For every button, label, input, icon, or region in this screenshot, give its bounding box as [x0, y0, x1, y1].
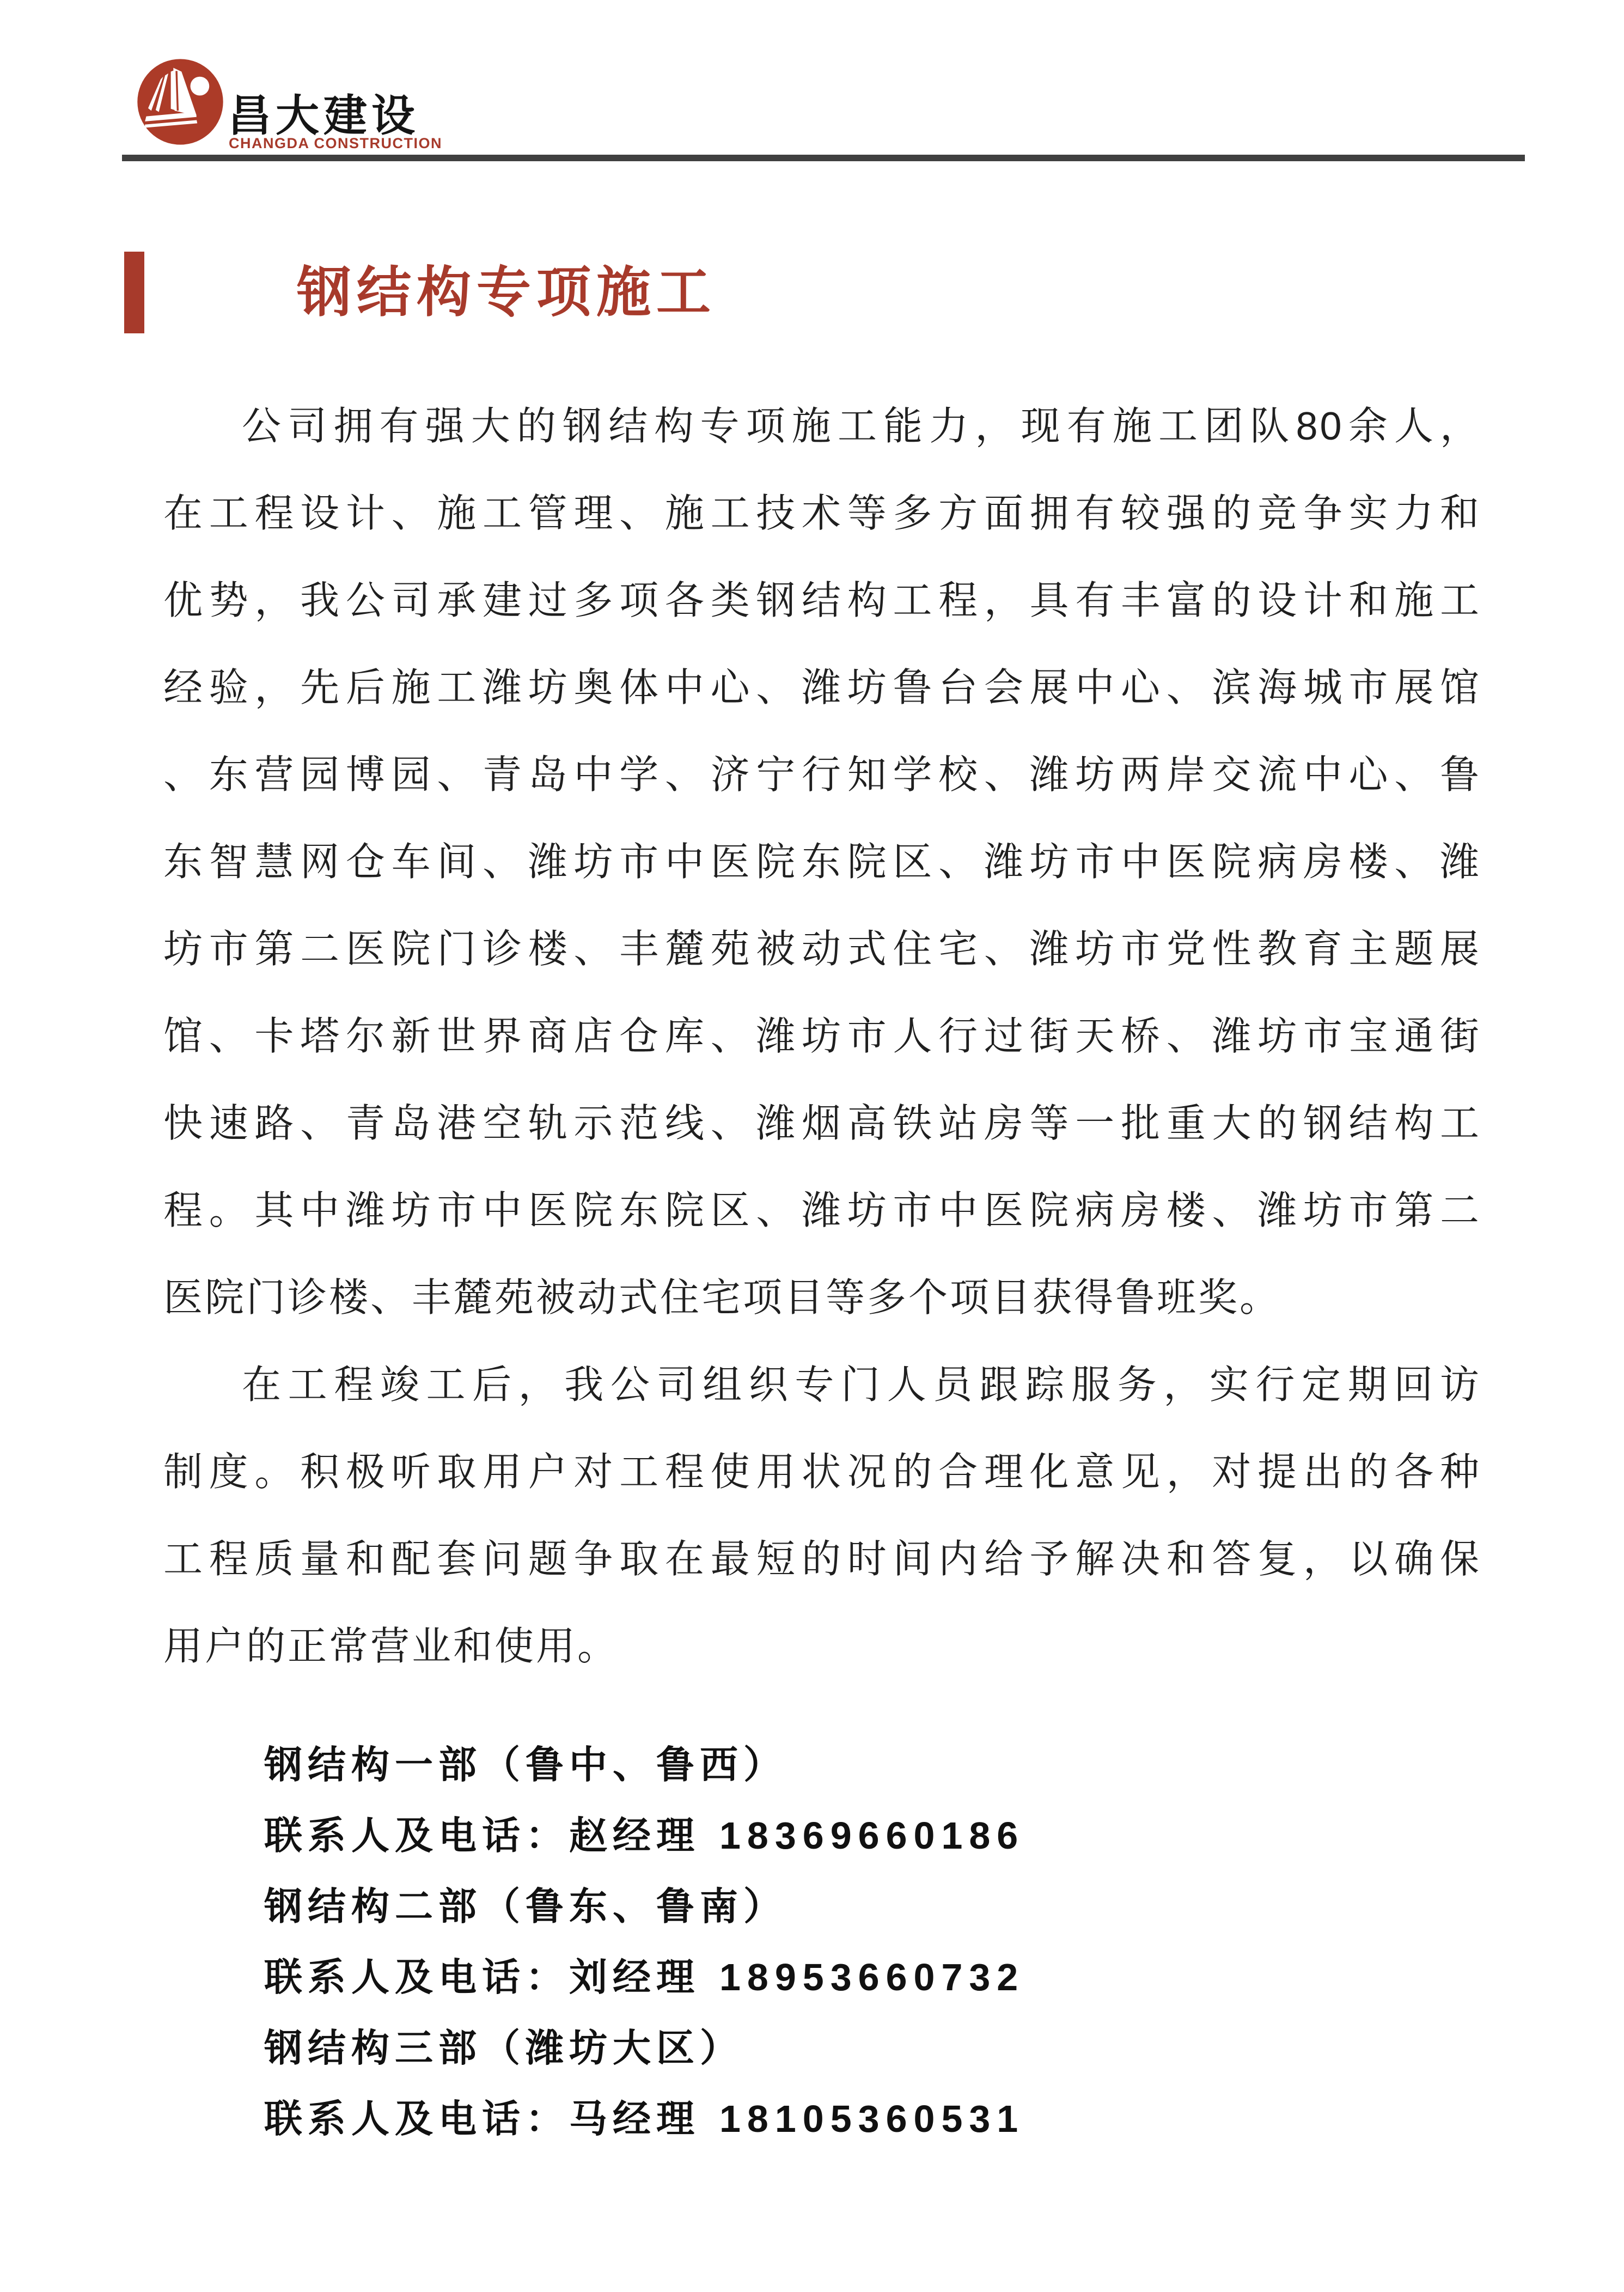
- contact-phone-number: 18369660186: [719, 1814, 1025, 1857]
- body-line: 在工程设计、施工管理、施工技术等多方面拥有较强的竞争实力和: [163, 492, 1481, 535]
- body-line: 快速路、青岛港空轨示范线、潍烟高铁站房等一批重大的钢结构工: [163, 1102, 1481, 1145]
- body-line: 坊市第二医院门诊楼、丰麓苑被动式住宅、潍坊市党性教育主题展: [163, 928, 1481, 971]
- body-text: [163, 383, 1481, 1690]
- contact-department: 钢结构三部（潍坊大区）: [264, 2027, 743, 2069]
- contact-phone-number: 18953660732: [719, 1956, 1025, 1998]
- changda-logo-icon: [136, 58, 224, 146]
- body-line: 馆、卡塔尔新世界商店仓库、潍坊市人行过街天桥、潍坊市宝通街: [163, 1015, 1481, 1058]
- contact-label: 联系人及电话：: [264, 1814, 569, 1857]
- brand-name-en: CHANGDA CONSTRUCTION: [229, 135, 442, 151]
- contact-list: [264, 1729, 1489, 2154]
- contact-phone-number: 18105360531: [719, 2098, 1025, 2140]
- body-line: 制度。积极听取用户对工程使用状况的合理化意见，对提出的各种: [163, 1450, 1481, 1494]
- contact-phone-line: [264, 1942, 1489, 2013]
- contact-label: 联系人及电话：: [264, 2098, 569, 2140]
- body-line: 经验，先后施工潍坊奥体中心、潍坊鲁台会展中心、滨海城市展馆: [163, 666, 1481, 710]
- body-line: 东智慧网仓车间、潍坊市中医院东院区、潍坊市中医院病房楼、潍: [163, 840, 1481, 884]
- body-line: 用户的正常营业和使用。: [163, 1625, 619, 1668]
- header-divider: [122, 155, 1525, 161]
- brand-name-cn: 昌大建设: [228, 92, 419, 140]
- contact-person: 马经理: [569, 2098, 700, 2140]
- body-line: 程。其中潍坊市中医院东院区、潍坊市中医院病房楼、潍坊市第二: [163, 1189, 1481, 1233]
- section-title-marker: [124, 252, 144, 333]
- body-line: 医院门诊楼、丰麓苑被动式住宅项目等多个项目获得鲁班奖。: [163, 1276, 1281, 1320]
- body-line: 优势，我公司承建过多项各类钢结构工程，具有丰富的设计和施工: [163, 579, 1481, 623]
- contact-label: 联系人及电话：: [264, 1956, 569, 1998]
- body-line: 公司拥有强大的钢结构专项施工能力，现有施工团队80余人，: [242, 405, 1481, 448]
- contact-phone-line: [264, 2083, 1489, 2154]
- body-line: 在工程竣工后，我公司组织专门人员跟踪服务，实行定期回访: [242, 1363, 1481, 1407]
- contact-person: 赵经理: [569, 1814, 700, 1857]
- body-line: 、东营园博园、青岛中学、济宁行知学校、潍坊两岸交流中心、鲁: [163, 753, 1481, 797]
- contact-department: 钢结构一部（鲁中、鲁西）: [264, 1744, 787, 1786]
- contact-person: 刘经理: [569, 1956, 700, 1998]
- contact-phone-line: [264, 1800, 1489, 1871]
- contact-department: 钢结构二部（鲁东、鲁南）: [264, 1885, 787, 1928]
- body-line: 工程质量和配套问题争取在最短的时间内给予解决和答复，以确保: [163, 1538, 1481, 1581]
- section-title: 钢结构专项施工: [297, 262, 716, 323]
